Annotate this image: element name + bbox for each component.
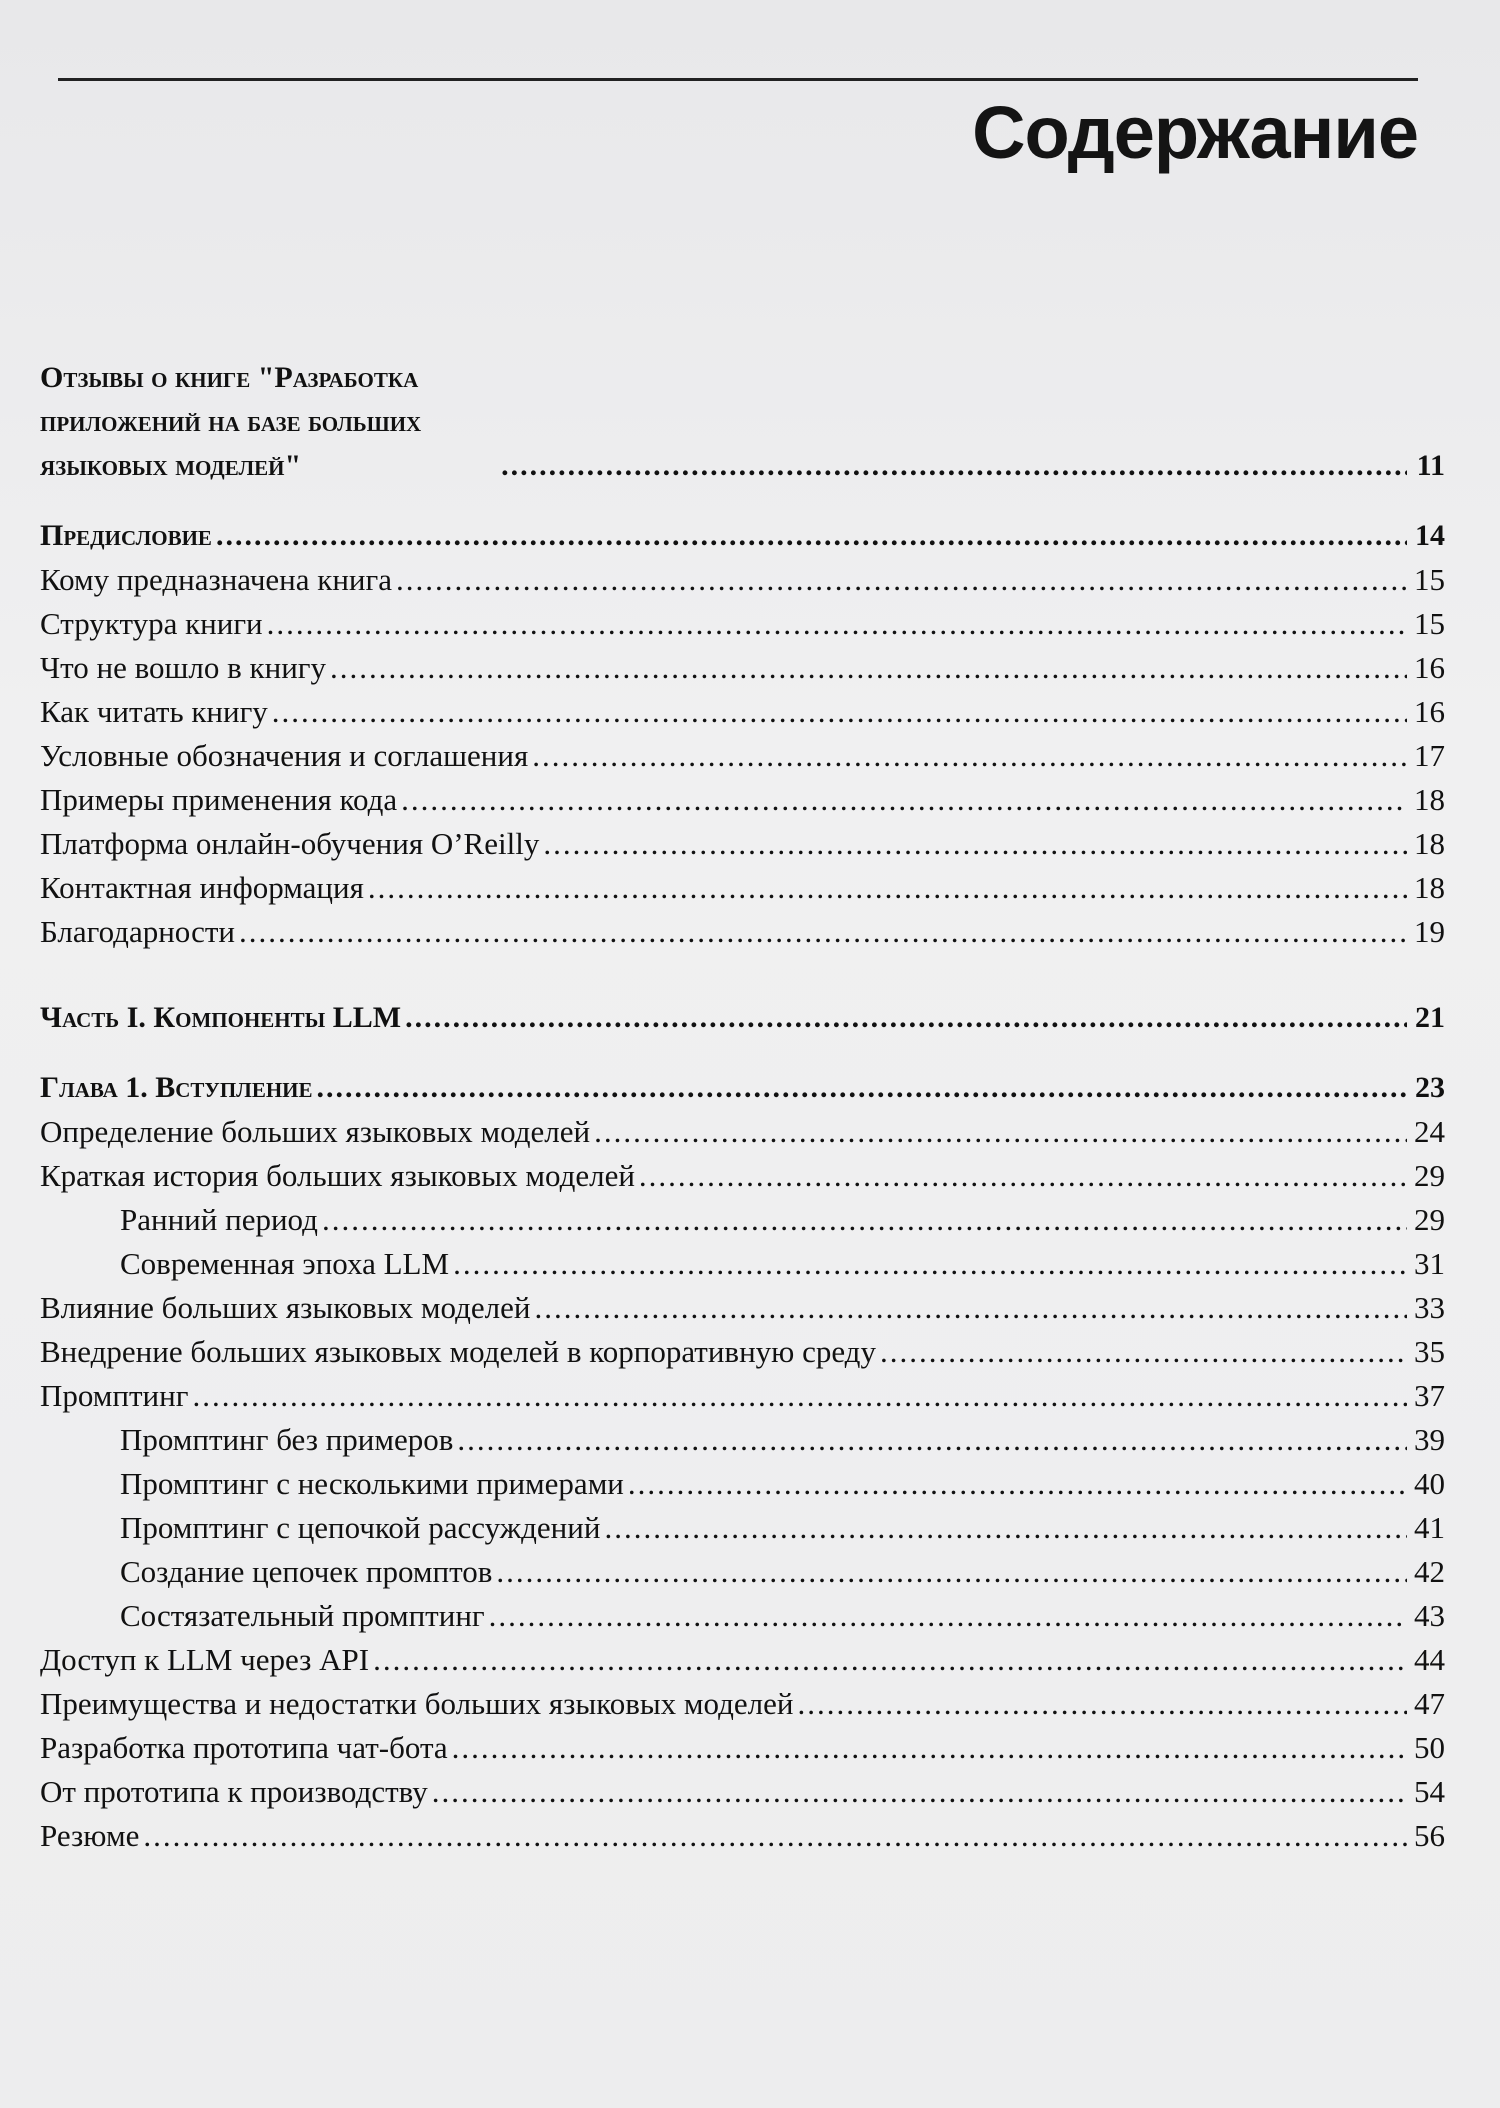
page-title: Содержание: [972, 91, 1418, 174]
dot-leader: [432, 1770, 1407, 1814]
toc-page-number: 29: [1414, 1202, 1445, 1237]
toc-page-number: 15: [1414, 606, 1445, 641]
toc-entry[interactable]: [40, 1110, 1445, 1154]
toc-entry-preface[interactable]: [40, 514, 1445, 558]
toc-page-number: 16: [1414, 650, 1445, 685]
toc-entry[interactable]: [40, 1154, 1445, 1198]
toc-entry-label: Промптинг: [40, 1378, 189, 1413]
toc-entry[interactable]: [40, 1330, 1445, 1374]
dot-leader: [532, 734, 1407, 778]
toc-entry-label: Что не вошло в книгу: [40, 650, 326, 685]
toc-entry-label: Благодарности: [40, 914, 235, 949]
toc-page-number: 19: [1414, 914, 1445, 949]
toc-entry[interactable]: [40, 1374, 1445, 1418]
toc-entry[interactable]: [40, 602, 1445, 646]
toc-subentry[interactable]: [40, 1198, 1445, 1242]
toc-entry-label: От прототипа к производству: [40, 1774, 428, 1809]
toc-entry[interactable]: [40, 558, 1445, 602]
toc-entry-label: Доступ к LLM через API: [40, 1642, 370, 1677]
toc-entry[interactable]: [40, 778, 1445, 822]
dot-leader: [317, 1066, 1407, 1110]
toc-entry-reviews[interactable]: [40, 361, 1445, 488]
dot-leader: [798, 1682, 1407, 1726]
toc-page-number: 18: [1414, 782, 1445, 817]
toc-entry-label: Контактная информация: [40, 870, 364, 905]
toc-page-number: 50: [1414, 1730, 1445, 1765]
toc-entry-label: Современная эпоха LLM: [120, 1246, 450, 1281]
toc-entry-label: Примеры применения кода: [40, 782, 398, 817]
toc-entry-label: Платформа онлайн-обучения O’Reilly: [40, 826, 540, 861]
dot-leader: [216, 514, 1407, 558]
toc-entry[interactable]: [40, 822, 1445, 866]
toc-page-number: 14: [1415, 519, 1445, 552]
toc-entry-label: Структура книги: [40, 606, 263, 641]
toc-page-number: 11: [1416, 449, 1445, 482]
dot-leader: [496, 1550, 1407, 1594]
toc-page-number: 18: [1414, 870, 1445, 905]
toc-page-number: 17: [1414, 738, 1445, 773]
dot-leader: [239, 910, 1407, 954]
toc-entry-label: Часть I. Компоненты LLM: [40, 1001, 402, 1034]
dot-leader: [489, 1594, 1407, 1638]
dot-leader: [330, 646, 1407, 690]
toc-entry-label: Внедрение больших языковых моделей в корпоративную среду: [40, 1334, 876, 1369]
toc-entry[interactable]: [40, 1286, 1445, 1330]
toc-entry-label: Резюме: [40, 1818, 140, 1853]
toc-page-number: 37: [1414, 1378, 1445, 1413]
toc-page-number: 16: [1414, 694, 1445, 729]
toc-page-number: 29: [1414, 1158, 1445, 1193]
toc-page-number: 56: [1414, 1818, 1445, 1853]
toc-subentry[interactable]: [40, 1506, 1445, 1550]
toc-entry[interactable]: [40, 1638, 1445, 1682]
toc-entry-part-1[interactable]: [40, 996, 1445, 1040]
dot-leader: [452, 1726, 1407, 1770]
toc-page-number: 23: [1415, 1071, 1445, 1104]
toc-page-number: 33: [1414, 1290, 1445, 1325]
dot-leader: [396, 558, 1407, 602]
toc-entry-label: Краткая история больших языковых моделей: [40, 1158, 635, 1193]
toc-page-number: 43: [1414, 1598, 1445, 1633]
toc-subentry[interactable]: [40, 1418, 1445, 1462]
toc-entry-label: Ранний период: [120, 1202, 318, 1237]
dot-leader: [368, 866, 1407, 910]
toc-entry[interactable]: [40, 910, 1445, 954]
toc-entry-label: Промптинг с несколькими примерами: [120, 1466, 624, 1501]
dot-leader: [322, 1198, 1407, 1242]
dot-leader: [143, 1814, 1407, 1858]
dot-leader: [639, 1154, 1407, 1198]
dot-leader: [543, 822, 1407, 866]
toc-entry-label: Влияние больших языковых моделей: [40, 1290, 531, 1325]
toc-entry-label: Разработка прототипа чат-бота: [40, 1730, 448, 1765]
toc-entry[interactable]: [40, 646, 1445, 690]
toc-entry-label: Преимущества и недостатки больших языковых моделей: [40, 1686, 794, 1721]
dot-leader: [405, 996, 1407, 1040]
toc-page-number: 40: [1414, 1466, 1445, 1501]
dot-leader: [628, 1462, 1407, 1506]
toc-entry[interactable]: [40, 866, 1445, 910]
toc-entry[interactable]: [40, 734, 1445, 778]
toc-page-number: 42: [1414, 1554, 1445, 1589]
toc-page-number: 15: [1414, 562, 1445, 597]
dot-leader: [373, 1638, 1407, 1682]
toc-page-number: 41: [1414, 1510, 1445, 1545]
dot-leader: [192, 1374, 1407, 1418]
toc-entry-label: Кому предназначена книга: [40, 562, 392, 597]
toc-page-number: 21: [1415, 1001, 1445, 1034]
toc-entry-label: Предисловие: [40, 519, 212, 552]
toc-entry-label: Промптинг с цепочкой рассуждений: [120, 1510, 601, 1545]
header-rule: [58, 78, 1418, 81]
toc-entry-label: Условные обозначения и соглашения: [40, 738, 529, 773]
toc-entry[interactable]: [40, 1726, 1445, 1770]
toc-subentry[interactable]: [40, 1594, 1445, 1638]
dot-leader: [604, 1506, 1407, 1550]
dot-leader: [453, 1242, 1407, 1286]
toc-page-number: 18: [1414, 826, 1445, 861]
toc-entry-chapter-1[interactable]: [40, 1066, 1445, 1110]
dot-leader: [401, 778, 1407, 822]
toc-entry[interactable]: [40, 690, 1445, 734]
toc-entry[interactable]: [40, 1814, 1445, 1858]
dot-leader: [880, 1330, 1407, 1374]
toc-entry-label: Глава 1. Вступление: [40, 1071, 313, 1104]
toc-page-number: 35: [1414, 1334, 1445, 1369]
toc-subentry[interactable]: [40, 1462, 1445, 1506]
toc-page-number: 39: [1414, 1422, 1445, 1457]
toc-entry-label: Отзывы о книге "Разработка приложений на базе больших языковых моделей": [40, 361, 422, 482]
dot-leader: [501, 444, 1407, 488]
toc-page-number: 24: [1414, 1114, 1445, 1149]
dot-leader: [534, 1286, 1407, 1330]
toc-entry-label: Промптинг без примеров: [120, 1422, 454, 1457]
toc-entry-label: Определение больших языковых моделей: [40, 1114, 591, 1149]
dot-leader: [267, 602, 1407, 646]
dot-leader: [272, 690, 1407, 734]
toc-entry[interactable]: [40, 1770, 1445, 1814]
toc-page-number: 54: [1414, 1774, 1445, 1809]
toc-entry-label: Создание цепочек промптов: [120, 1554, 493, 1589]
table-of-contents: [40, 361, 1445, 1858]
toc-page-number: 44: [1414, 1642, 1445, 1677]
dot-leader: [594, 1110, 1407, 1154]
toc-page-number: 31: [1414, 1246, 1445, 1281]
toc-subentry[interactable]: [40, 1242, 1445, 1286]
dot-leader: [457, 1418, 1407, 1462]
toc-entry-label: Как читать книгу: [40, 694, 268, 729]
toc-subentry[interactable]: [40, 1550, 1445, 1594]
toc-entry-label: Состязательный промптинг: [120, 1598, 485, 1633]
toc-page-number: 47: [1414, 1686, 1445, 1721]
toc-entry[interactable]: [40, 1682, 1445, 1726]
